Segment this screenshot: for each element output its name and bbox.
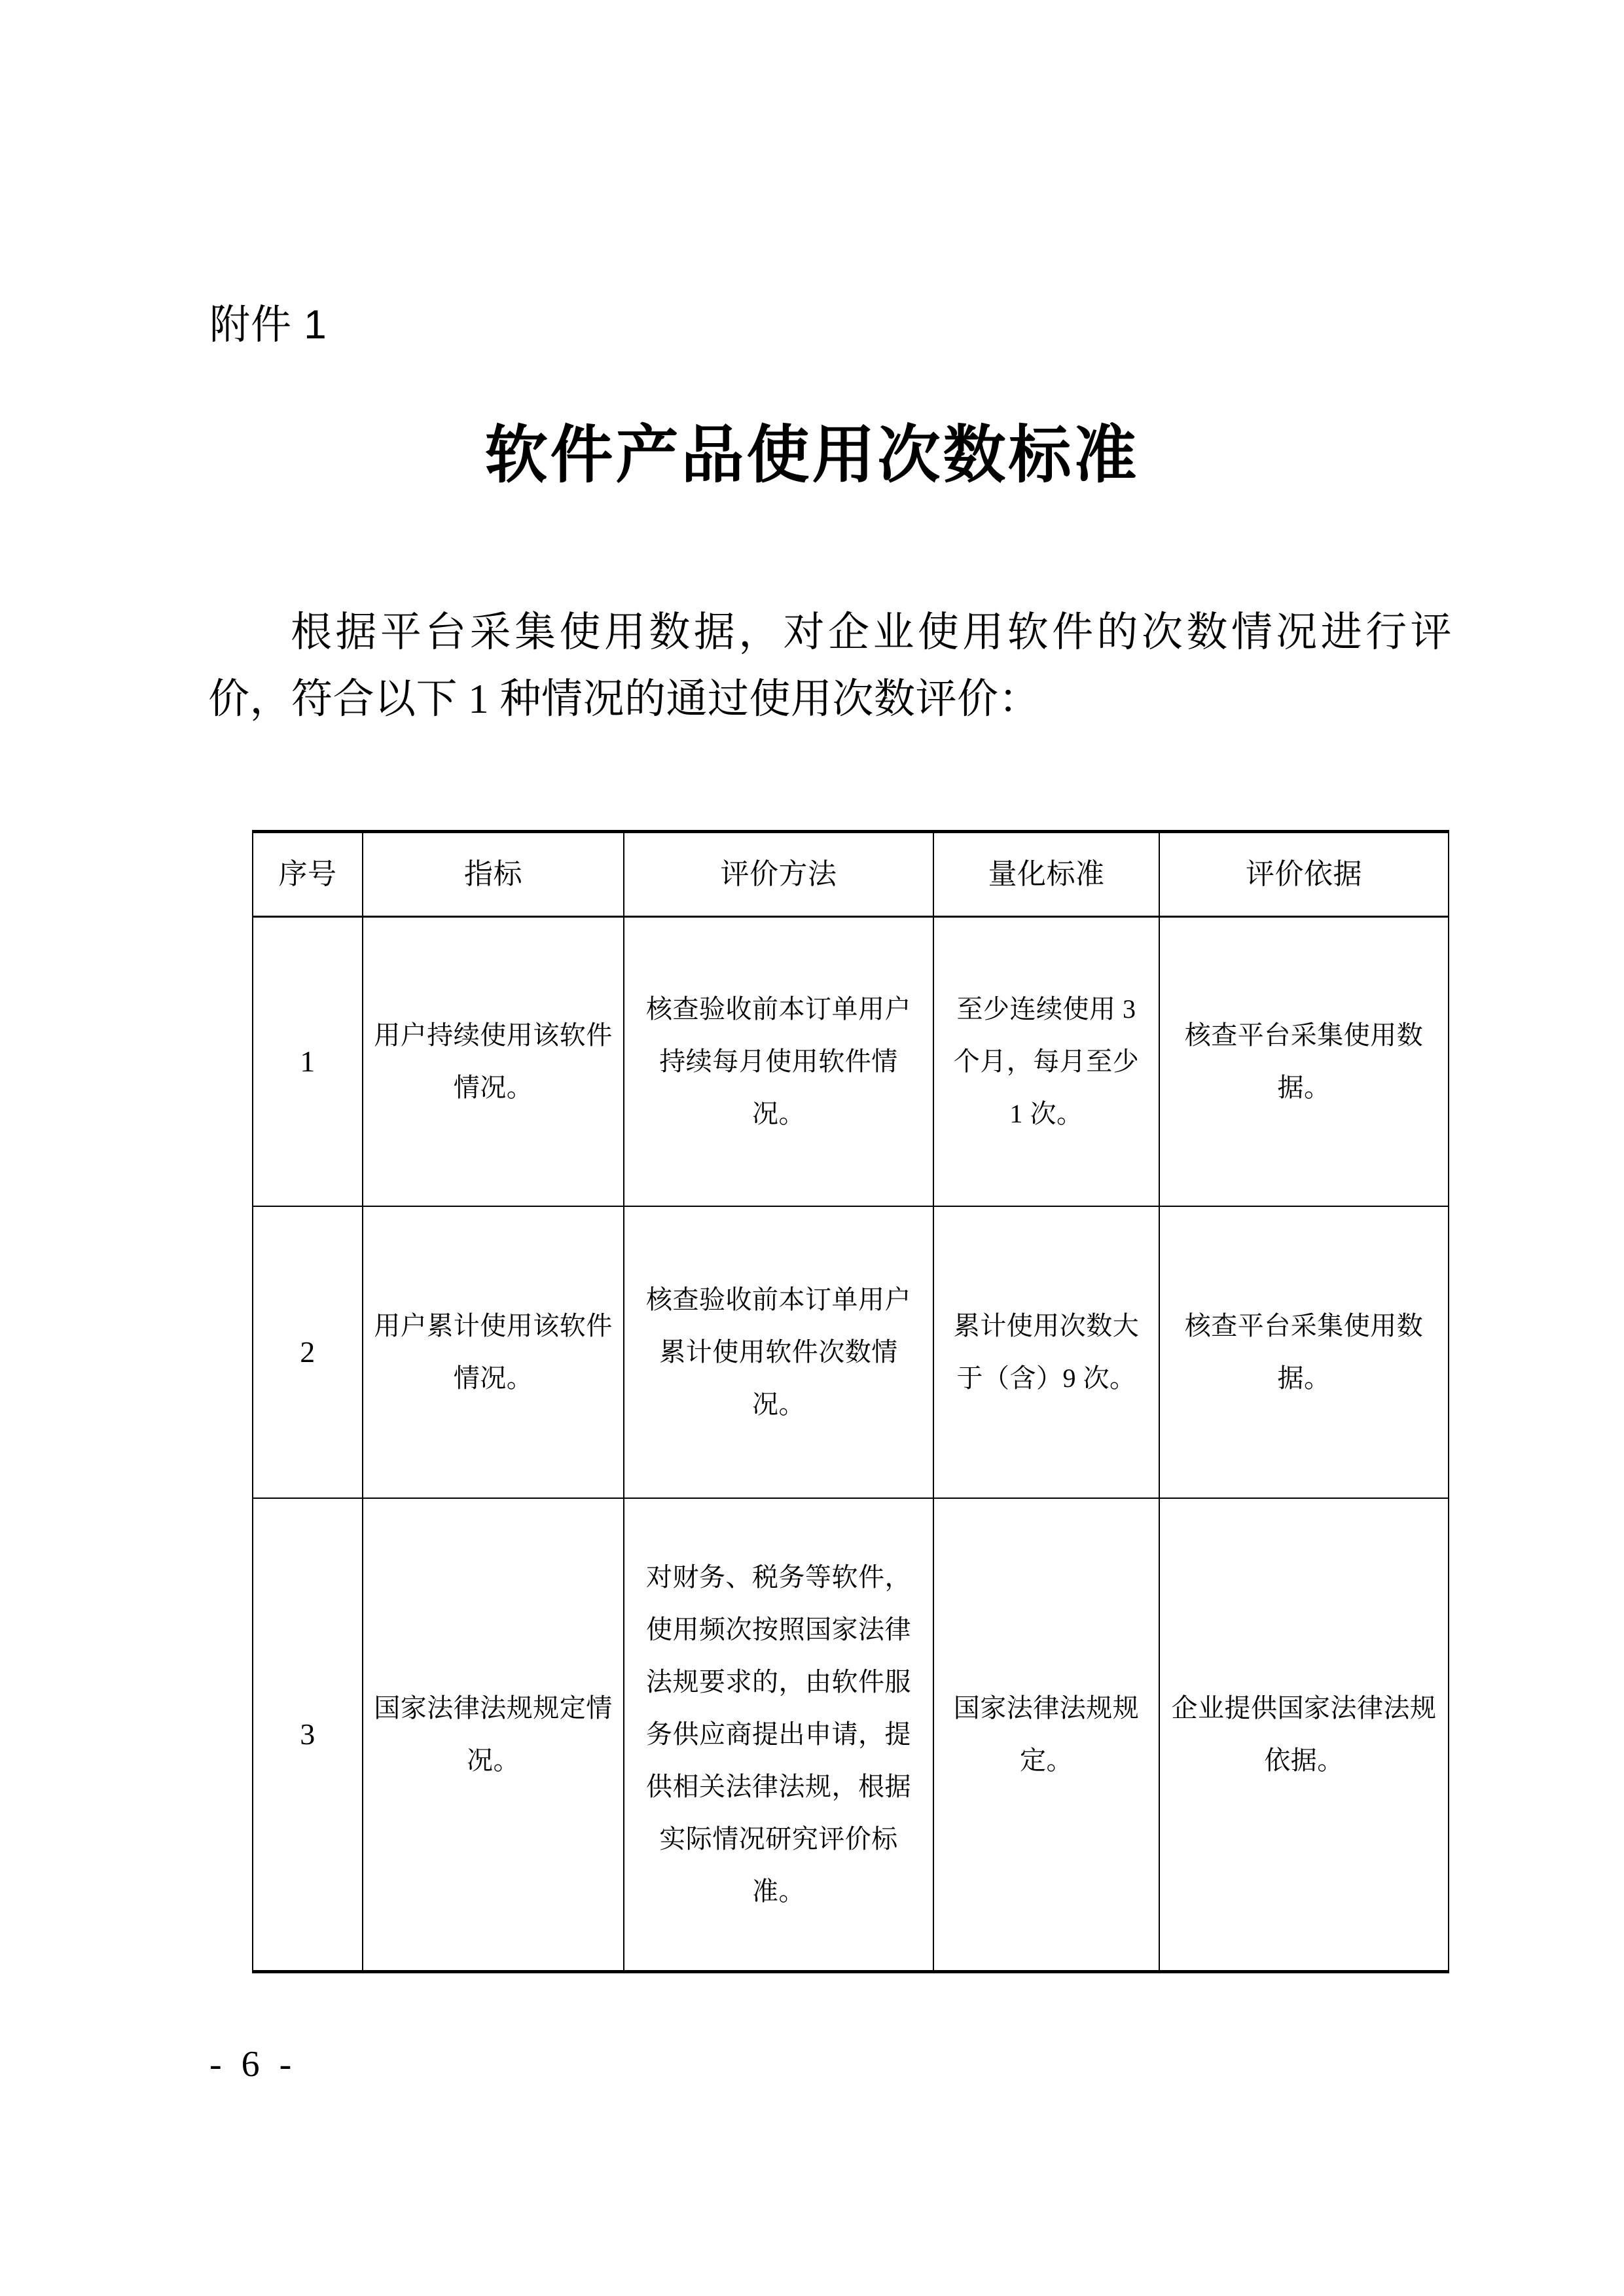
cell-method: 核查验收前本订单用户累计使用软件次数情况。 bbox=[624, 1206, 933, 1498]
page-title: 软件产品使用次数标准 bbox=[484, 420, 1140, 490]
cell-no: 1 bbox=[253, 917, 363, 1207]
page-number-footer: - 6 - bbox=[209, 2044, 297, 2085]
cell-indicator: 国家法律法规规定情况。 bbox=[363, 1498, 624, 1972]
cell-basis: 核查平台采集使用数据。 bbox=[1159, 1206, 1449, 1498]
cell-basis: 核查平台采集使用数据。 bbox=[1159, 917, 1449, 1207]
cell-quantified: 累计使用次数大于（含）9 次。 bbox=[933, 1206, 1159, 1498]
table-row bbox=[253, 1206, 1449, 1498]
cell-no: 2 bbox=[253, 1206, 363, 1498]
cell-indicator: 用户累计使用该软件情况。 bbox=[363, 1206, 624, 1498]
table-body bbox=[253, 917, 1449, 1972]
column-header-no: 序号 bbox=[253, 832, 363, 917]
table-header bbox=[253, 832, 1449, 917]
cell-indicator: 用户持续使用该软件情况。 bbox=[363, 917, 624, 1207]
column-header-quantified: 量化标准 bbox=[933, 832, 1159, 917]
column-header-basis: 评价依据 bbox=[1159, 832, 1449, 917]
cell-method: 对财务、税务等软件，使用频次按照国家法律法规要求的，由软件服务供应商提出申请，提供相关法律法规，根据实际情况研究评价标准。 bbox=[624, 1498, 933, 1972]
intro-paragraph: 根据平台采集使用数据，对企业使用软件的次数情况进行评价，符合以下 1 种情况的通过使用次数评价： bbox=[208, 609, 1452, 723]
table-header-row bbox=[253, 832, 1449, 917]
criteria-table bbox=[252, 830, 1449, 1973]
cell-no: 3 bbox=[253, 1498, 363, 1972]
cell-quantified: 国家法律法规规定。 bbox=[933, 1498, 1159, 1972]
table-row bbox=[253, 917, 1449, 1207]
cell-method: 核查验收前本订单用户持续每月使用软件情况。 bbox=[624, 917, 933, 1207]
cell-basis: 企业提供国家法律法规依据。 bbox=[1159, 1498, 1449, 1972]
column-header-method: 评价方法 bbox=[624, 832, 933, 917]
table-row bbox=[253, 1498, 1449, 1972]
cell-quantified: 至少连续使用 3 个月，每月至少 1 次。 bbox=[933, 917, 1159, 1207]
column-header-indicator: 指标 bbox=[363, 832, 624, 917]
attachment-label: 附件 1 bbox=[209, 302, 327, 348]
